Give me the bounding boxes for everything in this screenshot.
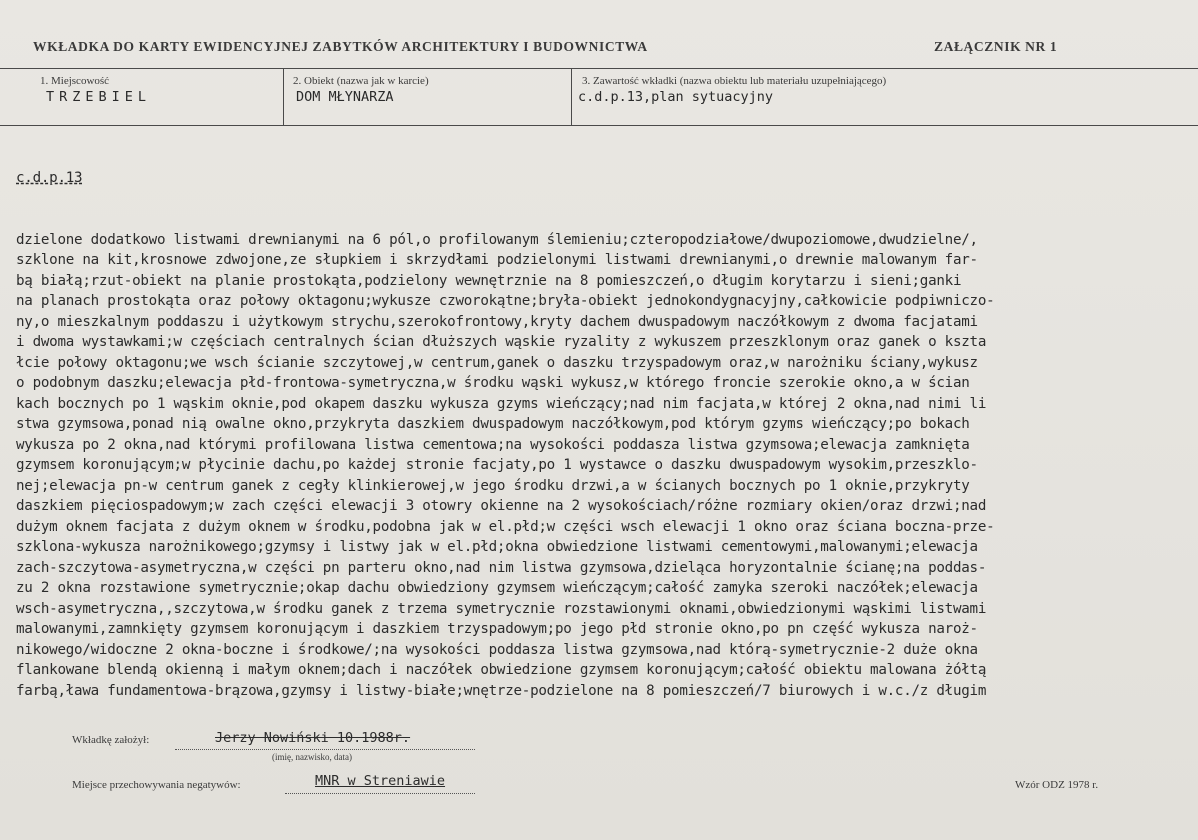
continuation-heading: c.d.p.13 [16, 170, 83, 186]
author-line [175, 749, 475, 750]
document-title: WKŁADKA DO KARTY EWIDENCYJNEJ ZABYTKÓW ARCHITEKTURY I BUDOWNICTWA [33, 39, 648, 54]
field-1-label: 1. Miejscowość [40, 75, 110, 87]
description-line: stwa gzymsowa,ponad nią owalne okno,przykryta daszkiem dwuspadowym naczółkowym,pod którym gzyms wieńczący;po bokach [16, 416, 970, 432]
description-line: gzymsem koronującym;w płycinie dachu,po każdej stronie facjaty,po 1 wystawce o daszku dwuspadowym wysokim,przeszklo- [16, 457, 978, 473]
description-line: szklone na kit,krosnowe zdwojone,ze słupkiem i skrzydłami podzielonymi listwami drewnianymi,o drewnie malowanym far- [16, 252, 978, 268]
field-2-value: DOM MŁYNARZA [296, 89, 394, 105]
field-1-value: TRZEBIEL [46, 89, 152, 105]
description-line: nej;elewacja pn-w centrum ganek z cegły klinkierowej,w jego środku drzwi,a w ścianych bocznych po 1 oknie,przykryty [16, 477, 970, 494]
author-label: Wkładkę założył: [72, 734, 150, 746]
description-line: wykusza po 2 okna,nad którymi profilowana listwa cementowa;na wysokości poddasza listwa gzymsowa;elewacja zamknięta [16, 436, 970, 453]
description-line: zach-szczytowa-asymetryczna,w części pn parteru okno,nad nim listwa gzymsowa,dzieląca horyzontalnie ścianę;na poddas- [16, 559, 987, 576]
field-2-label: 2. Obiekt (nazwa jak w karcie) [293, 75, 429, 87]
description-line: na planach prostokąta oraz połowy oktagonu;wykusze czworokątne;bryła-obiekt jednokondygnacyjny,całkowicie podpiwniczo- [16, 293, 995, 309]
description-line: o podobnym daszku;elewacja płd-frontowa-symetryczna,w środku wąski wykusz,w którego froncie szerokie okno,a w ścian [16, 375, 970, 391]
description-lines [16, 230, 1196, 702]
storage-line [285, 793, 475, 794]
description-line: kach bocznych po 1 wąskim oknie,pod okapem daszku wykusza gzyms wieńczący;nad nim facjata,w której 2 okna,nad nimi li [16, 395, 987, 412]
description-line: nikowego/widoczne 2 okna-boczne i środkowe/;na wysokości poddasza listwa gzymsowa,nad którą-symetrycznie-2 duże okna [16, 641, 978, 658]
storage-value: MNR w Streniawie [315, 773, 446, 789]
field-3-value: c.d.p.13,plan sytuacyjny [578, 89, 774, 105]
storage-label: Miejsce przechowywania negatywów: [72, 779, 241, 791]
description-line: zu 2 okna rozstawione symetrycznie;okap dachu obwiedziony gzymsem wieńczącym;całość zamyka szeroki naczółek;elewacja [16, 580, 978, 596]
description-line: i dwoma wystawkami;w częściach centralnych ścian dłuższych wąskie ryzality z wykuszem przeszklonym oraz ganek o kszta [16, 334, 987, 350]
field-divider [571, 69, 572, 125]
description-line: dużym oknem facjata z dużym oknem w środku,podobna jak w el.płd;w części wsch elewacji 1 okno oraz ściana boczna-prze- [16, 518, 995, 535]
description-line: ny,o mieszkalnym poddaszu i użytkowym strychu,szerokofrontowy,kryty dachem dwuspadowym naczółkowym z dwoma facjatami [16, 313, 978, 330]
description-text [16, 127, 1196, 742]
description-line: szklona-wykusza narożnikowego;gzymsy i listwy jak w el.płd;okna obwiedzione listwami cementowymi,malowanymi;elewacja [16, 539, 978, 555]
header-fields-row [0, 68, 1198, 126]
author-value: Jerzy Nowiński 10.1988r. [215, 730, 411, 746]
description-line: malowanymi,zamnkięty gzymsem koronującym i daszkiem trzyspadowym;po jego płd stronie okno,po pn część wykusza naroż- [16, 621, 978, 637]
description-line: wsch-asymetryczna,,szczytowa,w środku ganek z trzema symetrycznie rozstawionymi oknami,obwiedzionymi wąskimi listwami [16, 600, 987, 617]
description-line: bą białą;rzut-obiekt na planie prostokąta,podzielony wewnętrznie na 8 pomieszczeń,o długim korytarzu i sieni;ganki [16, 272, 962, 289]
description-line: daszkiem pięciospadowym;w zach części elewacji 3 otowry okienne na 2 wysokościach/różne rozmiary okien/oraz drzwi;nad [16, 498, 987, 514]
field-divider [283, 69, 284, 125]
field-3-label: 3. Zawartość wkładki (nazwa obiektu lub materiału uzupełniającego) [582, 75, 887, 87]
form-pattern: Wzór ODZ 1978 r. [1015, 779, 1099, 791]
annex-number: ZAŁĄCZNIK NR 1 [934, 39, 1058, 54]
description-line: flankowane blendą okienną i małym oknem;dach i naczółek obwiedzione gzymsem koronującym;całość obiektu malowana żółtą [16, 662, 987, 678]
description-line: łcie połowy oktagonu;we wsch ścianie szczytowej,w centrum,ganek o daszku trzyspadowym oraz,w narożniku ściany,wykusz [16, 354, 978, 371]
description-line: farbą,ława fundamentowa-brązowa,gzymsy i listwy-białe;wnętrze-podzielone na 8 pomieszczeń/7 biurowych i w.c./z długim [16, 682, 987, 699]
author-hint: (imię, nazwisko, data) [272, 752, 352, 762]
description-line: dzielone dodatkowo listwami drewnianymi na 6 pól,o profilowanym ślemieniu;czteropodziałowe/dwupoziomowe,dwudzielne/, [16, 231, 978, 248]
